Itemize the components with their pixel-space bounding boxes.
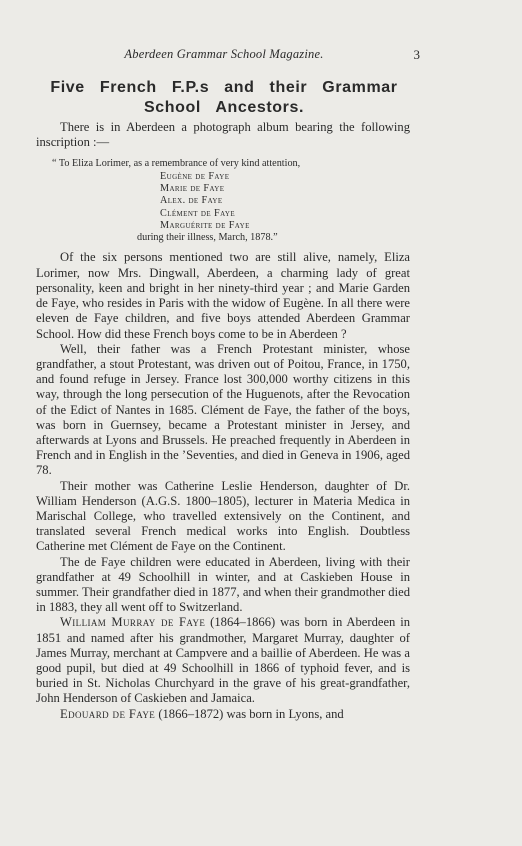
inscription-signature: Alex. de Faye [160, 195, 223, 207]
paragraph-text: (1864–1866) was born in Aberdeen in 1851 and named after his grandmother, Margaret Murray, daughter of James Murray, merchant at Campvere and a baillie of Aberdeen. He was a good pupil, but died at 49 Schoolhill in 1866 of typhoid fever, and is buried in St. Nicholas Churchyard in the grave of his great-grandfather, John Henderson of Caskieben and Jamaica. [36, 615, 411, 706]
inscription-line-first: “ To Eliza Lorimer, as a remembrance of very kind attention, [52, 158, 301, 170]
william-paragraph [36, 615, 410, 706]
body-paragraph: Well, their father was a French Protestant minister, whose grandfather, a stout Protestant, was driven out of Poitou, France, in 1750, and found refuge in Jersey. France lost 300,000 worthy citizens in this way, through the long persecution of the Huguenots, after the Revocation of the Edict of Nantes in 1685. Clément de Faye, the father of the boys, was born in Guernsey, became a Protestant minister in Jersey, and afterwards at Lyons and Brussels. He preached frequently in Aberdeen in French and in English in the ’Seventies, and died in Geneva in 1906, aged 78. [36, 341, 410, 478]
paragraph-text: (1866–1872) was born in Lyons, and [155, 706, 344, 721]
inscription [36, 158, 410, 244]
person-name: William Murray de Faye [60, 615, 206, 630]
intro-paragraph: There is in Aberdeen a photograph album bearing the following inscription :— [36, 120, 410, 150]
inscription-signature: Clément de Faye [160, 207, 236, 219]
running-head [38, 47, 420, 63]
body-paragraph: The de Faye children were educated in Aberdeen, living with their grandfather at 49 Schoolhill in winter, and at Caskieben House in summer. Their grandfather died in 1877, and when their grandmother died in 1883, they all went off to Switzerland. [36, 554, 410, 615]
inscription-line-last: during their illness, March, 1878.” [137, 232, 278, 244]
edouard-paragraph [36, 707, 410, 722]
inscription-signature: Eugène de Faye [160, 170, 230, 182]
inscription-signature: Marguérite de Faye [160, 219, 250, 231]
body-paragraph: Of the six persons mentioned two are still alive, namely, Eliza Lorimer, now Mrs. Dingwall, Aberdeen, a charming lady of great personality, keen and bright in her ninety-third year ; and Marie Garden de Faye, who resides in Paris with the widow of Eugène. In all there were eleven de Faye children, and five boys attended Aberdeen Grammar School. How did these French boys come to be in Aberdeen ? [36, 250, 410, 341]
article-body [36, 120, 410, 722]
article-title: Five French F.P.s and their Grammar School Ancestors. [50, 79, 398, 116]
page-number: 3 [413, 47, 420, 62]
person-name: Edouard de Faye [60, 706, 156, 721]
running-title: Aberdeen Grammar School Magazine. [124, 47, 324, 61]
inscription-signature: Marie de Faye [160, 183, 225, 194]
body-paragraph: Their mother was Catherine Leslie Henderson, daughter of Dr. William Henderson (A.G.S. 1800–1805), lecturer in Materia Medica in Marischal College, who travelled extensively on the Continent, and translated several French medical works into English. Doubtless Catherine met Clément de Faye on the Continent. [36, 478, 410, 554]
